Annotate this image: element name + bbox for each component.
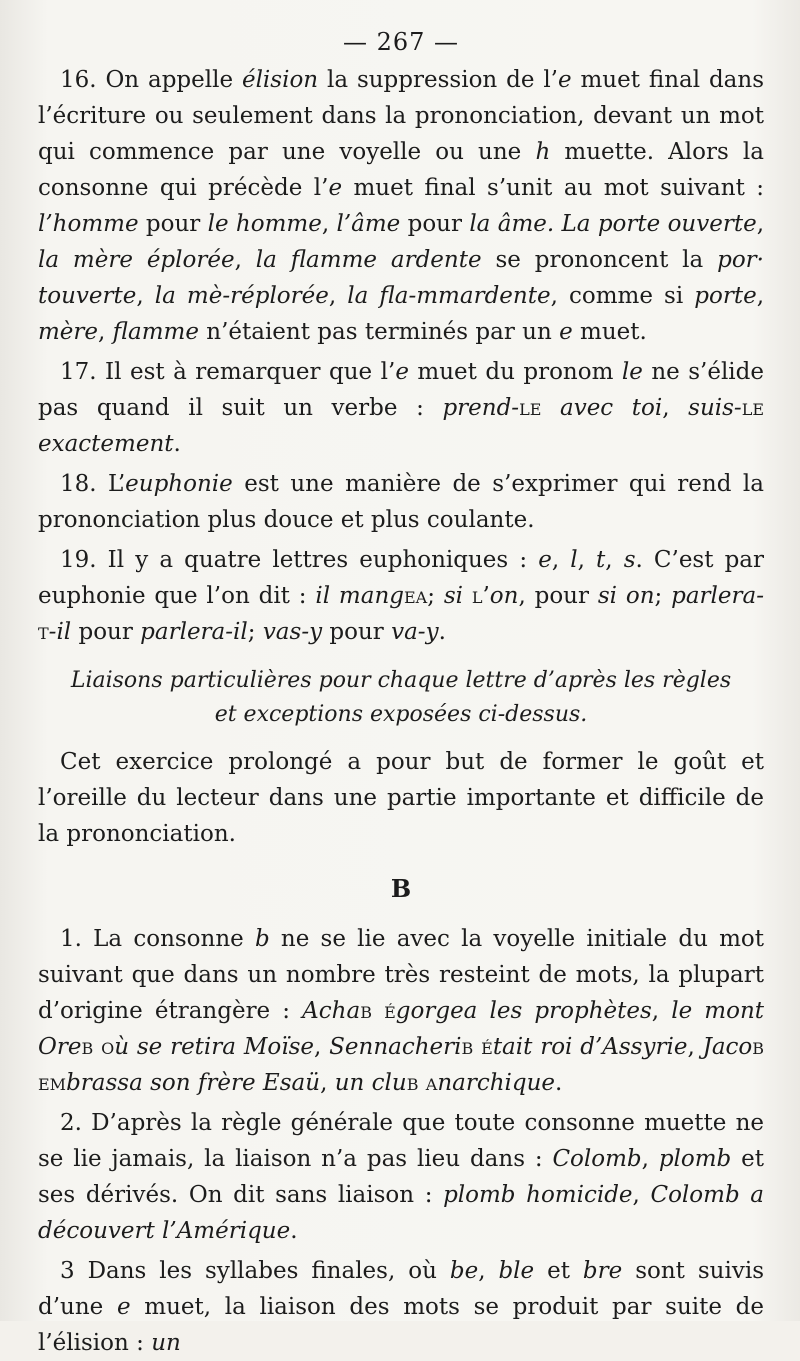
paragraph-17: 17. Il est à remarquer que l’e muet du pronom le ne s’élide pas quand il suit un verbe : prend-le avec toi, suis-le exactement. <box>38 359 765 457</box>
paragraph-19: 19. Il y a quatre lettres euphoniques : e, l, t, s. C’est par euphonie que l’on dit : il mangea; si l’on, pour si on; parlera-t-il pour parlera-il; vas-y pour va-y. <box>38 547 765 645</box>
paragraph-16: 16. On appelle élision la suppression de l’e muet final dans l’écriture ou seulement dans la prononciation, devant un mot qui commence par une voyelle ou une h muette. Alors la consonne qui précède l’e muet final s’unit au mot suivant : l’homme pour le homme, l’âme pour la âme. La porte ouverte, la mère éplorée, la flamme ardente se prononcent la por· touverte, la mè-réplorée, la fla-mmardente, comme si porte, mère, flamme n’étaient pas terminés par un e muet. <box>38 67 765 345</box>
subtitle-line-1: Liaisons particulières pour chaque lettre d’après les règles <box>70 668 732 693</box>
paragraph-b1: 1. La consonne b ne se lie avec la voyelle initiale du mot suivant que dans un nombre très resteint de mots, la plupart d’origine étrangère : Achab égorgea les prophètes, le mont Oreb où se retira Moïse, Sennacherib était roi d’Assyrie, Jacob embrassa son frère Esaü, un club anarchique. <box>38 926 765 1096</box>
paragraph-b3: 3 Dans les syllabes finales, où be, ble et bre sont suivis d’une e muet, la liaison des mots se produit par suite de l’élision : un <box>38 1258 764 1356</box>
section-subtitle <box>38 664 764 732</box>
exercise-paragraph: Cet exercice prolongé a pour but de former le goût et l’oreille du lecteur dans une partie importante et difficile de la prononciation. <box>38 749 764 847</box>
subtitle-line-2: et exceptions exposées ci-dessus. <box>214 702 588 727</box>
paragraph-b2: 2. D’après la règle générale que toute consonne muette ne se lie jamais, la liaison n’a pas lieu dans : Colomb, plomb et ses dérivés. On dit sans liaison : plomb homicide, Colomb a découvert l’Amérique. <box>38 1110 764 1244</box>
letter-heading: B <box>390 874 412 903</box>
page-number: — 267 — <box>342 28 460 56</box>
paragraph-18: 18. L’euphonie est une manière de s’exprimer qui rend la prononciation plus douce et plus coulante. <box>38 471 764 533</box>
